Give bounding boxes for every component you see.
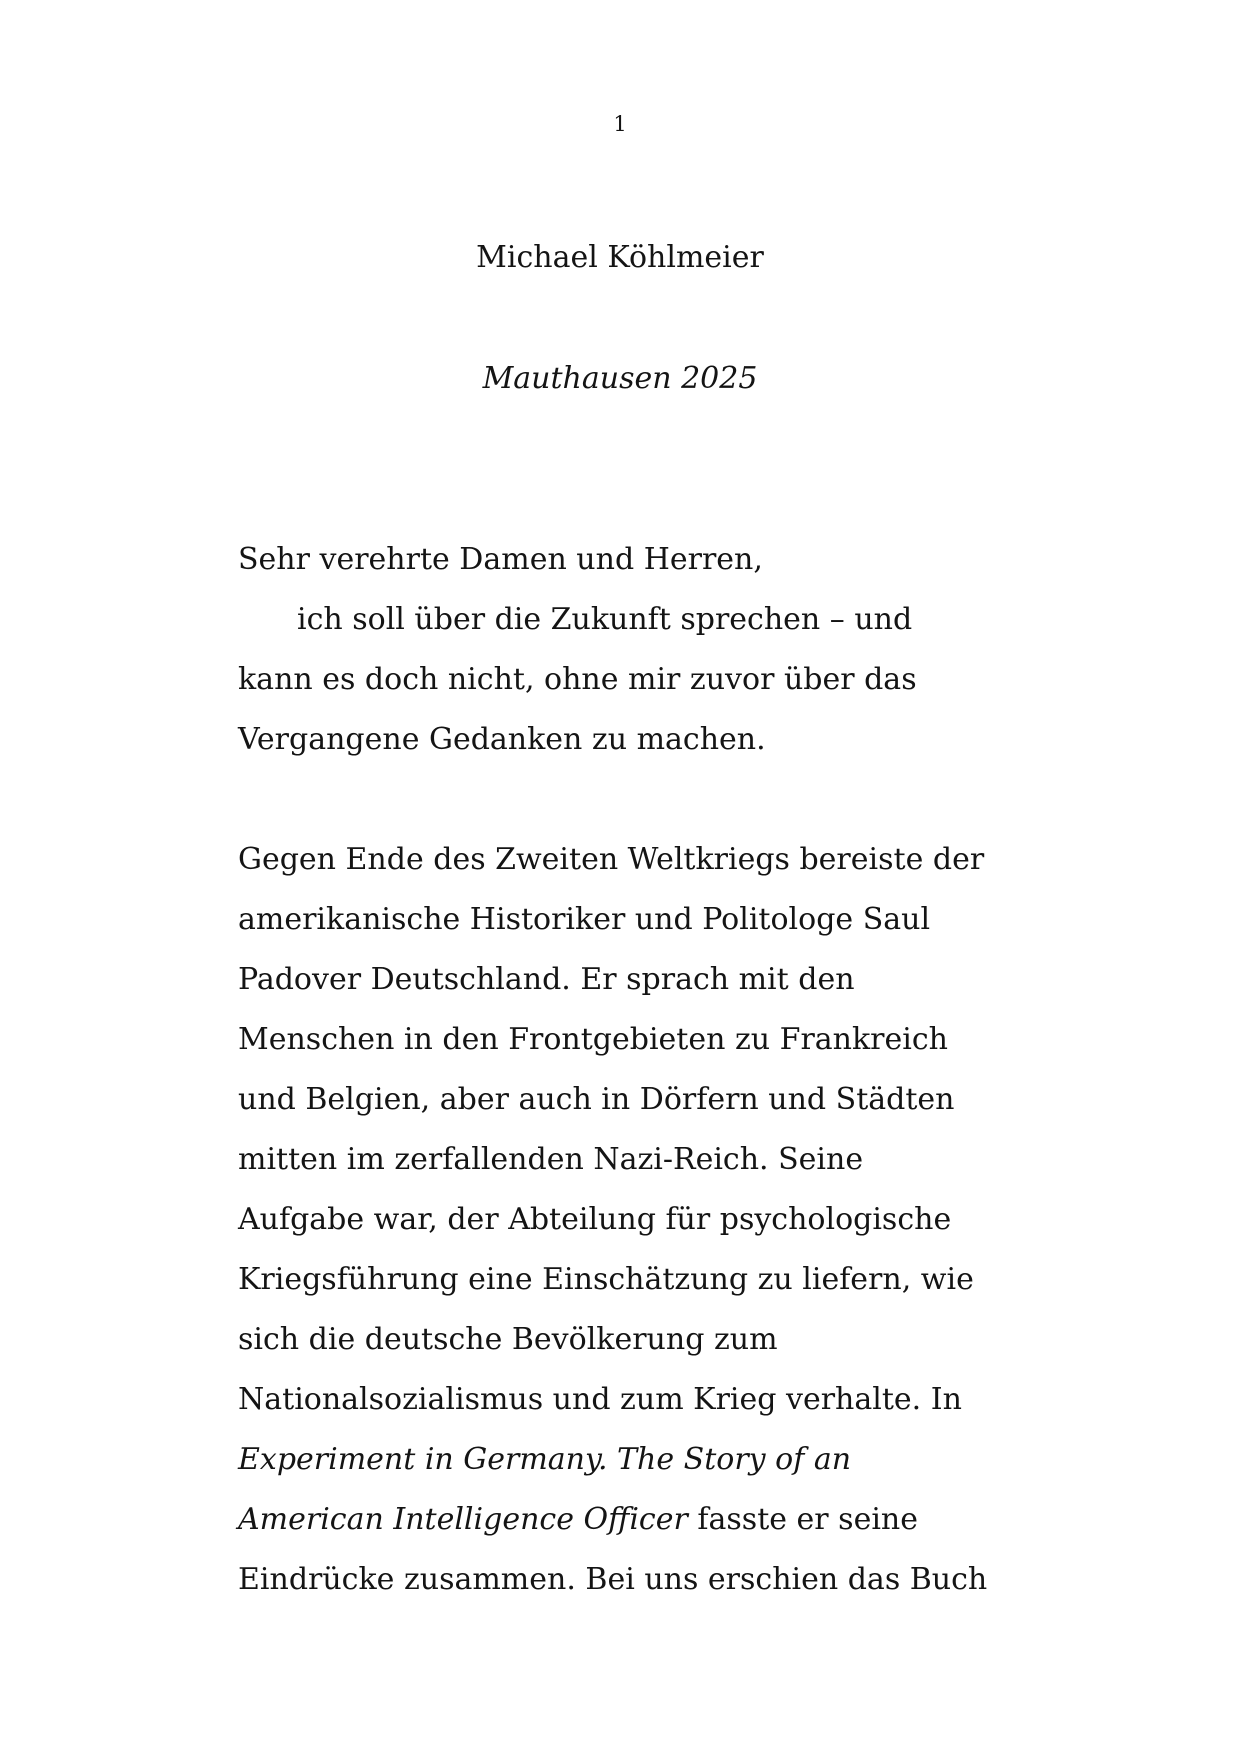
text-line: Aufgabe war, der Abteilung für psychologische bbox=[238, 1202, 952, 1237]
text-line: ich soll über die Zukunft sprechen – und bbox=[297, 602, 913, 637]
text-line: Menschen in den Frontgebieten zu Frankreich bbox=[238, 1022, 948, 1057]
text-line: kann es doch nicht, ohne mir zuvor über das bbox=[238, 662, 917, 697]
text-line: sich die deutsche Bevölkerung zum bbox=[238, 1322, 778, 1357]
book-title-continuation: American Intelligence Officer bbox=[238, 1502, 688, 1537]
text-after-book-title: fasste er seine bbox=[697, 1502, 918, 1537]
book-title-line: Experiment in Germany. The Story of an bbox=[238, 1442, 852, 1477]
paragraph-spacer bbox=[238, 770, 1218, 830]
text-line: Gegen Ende des Zweiten Weltkriegs bereiste der bbox=[238, 842, 985, 877]
salutation-line: Sehr verehrte Damen und Herren, bbox=[238, 542, 763, 577]
page-number: 1 bbox=[613, 112, 627, 136]
text-line: Nationalsozialismus und zum Krieg verhalte. In bbox=[238, 1382, 962, 1417]
mixed-text-line bbox=[238, 1490, 1218, 1550]
author-name: Michael Köhlmeier bbox=[476, 240, 764, 275]
paragraph-1 bbox=[238, 530, 1218, 770]
text-line: Kriegsführung eine Einschätzung zu liefern, wie bbox=[238, 1262, 974, 1297]
text-line: Padover Deutschland. Er sprach mit den bbox=[238, 962, 855, 997]
body-text bbox=[238, 530, 1218, 1610]
text-line: und Belgien, aber auch in Dörfern und Städten bbox=[238, 1082, 955, 1117]
text-line: mitten im zerfallenden Nazi-Reich. Seine bbox=[238, 1142, 864, 1177]
text-line: Eindrücke zusammen. Bei uns erschien das Buch bbox=[238, 1562, 988, 1597]
speech-title: Mauthausen 2025 bbox=[482, 361, 758, 396]
text-line: amerikanische Historiker und Politologe Saul bbox=[238, 902, 931, 937]
text-line: Vergangene Gedanken zu machen. bbox=[238, 722, 766, 757]
paragraph-2 bbox=[238, 830, 1218, 1610]
